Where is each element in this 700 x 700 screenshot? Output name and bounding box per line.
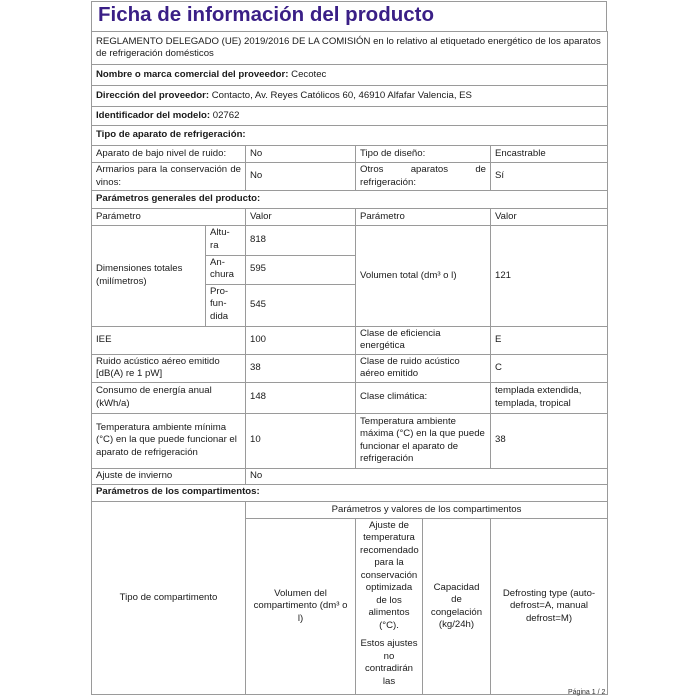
noise-value: 38	[246, 354, 356, 382]
climate-class-value: templada extendida, templada, tropical	[491, 382, 608, 413]
compartments-table	[91, 502, 608, 696]
noise-class-label: Clase de ruido acústico aéreo emitido	[356, 354, 491, 382]
energy-consumption-label: Consumo de energía anual (kWh/a)	[92, 382, 246, 413]
depth-value: 545	[246, 284, 356, 326]
width-label: An- chura	[206, 255, 246, 284]
iee-label: IEE	[92, 326, 246, 354]
appliance-type-heading: Tipo de aparato de refrigeración:	[92, 126, 608, 146]
efficiency-class-label: Clase de eficiencia energética	[356, 326, 491, 354]
min-temperature-label: Temperatura ambiente mínima (°C) en la que puede funcionar el aparato de refrigeración	[92, 413, 246, 468]
temperature-note: Estos ajustes no contradirán las	[360, 638, 418, 687]
page-number: Página 1 / 2	[568, 689, 606, 696]
height-value: 818	[246, 226, 356, 255]
model-row	[92, 107, 608, 126]
address-value: Contacto, Av. Reyes Católicos 60, 46910 Alfafar Valencia, ES	[211, 89, 472, 101]
efficiency-class-value: E	[491, 326, 608, 354]
supplier-value: Cecotec	[291, 68, 327, 80]
product-table	[91, 31, 608, 226]
min-temperature-value: 10	[246, 413, 356, 468]
compartments-heading: Parámetros de los compartimentos:	[92, 484, 608, 501]
column-header-value-2: Valor	[491, 209, 608, 226]
max-temperature-value: 38	[491, 413, 608, 468]
low-noise-value: No	[246, 146, 356, 163]
dimensions-table	[91, 226, 608, 502]
freezing-capacity-label: Capacidad de congelación (kg/24h)	[423, 519, 491, 695]
winter-setting-value: No	[246, 468, 608, 484]
supplier-label: Nombre o marca comercial del proveedor:	[96, 68, 289, 80]
page-title: Ficha de información del producto	[91, 1, 607, 31]
other-appliance-value: Sí	[491, 163, 608, 191]
wine-cabinet-value: No	[246, 163, 356, 191]
regulation-text: REGLAMENTO DELEGADO (UE) 2019/2016 DE LA COMISIÓN en lo relativo al etiquetado energético de los aparatos de refrigeración domésticos	[92, 32, 608, 65]
model-label: Identificador del modelo:	[96, 109, 211, 121]
noise-label: Ruido acústico aéreo emitido [dB(A) re 1 pW]	[92, 354, 246, 382]
address-label: Dirección del proveedor:	[96, 89, 210, 101]
iee-value: 100	[246, 326, 356, 354]
climate-class-label: Clase climática:	[356, 382, 491, 413]
column-header-parameter: Parámetro	[92, 209, 246, 226]
compartment-type-label: Tipo de compartimento	[92, 502, 246, 695]
other-appliance-label: Otros aparatos de refrigeración:	[356, 163, 491, 191]
dimensions-label: Dimensiones totales (milímetros)	[92, 226, 206, 326]
compartment-params-header: Parámetros y valores de los compartimentos	[246, 502, 608, 519]
height-label: Altu- ra	[206, 226, 246, 255]
model-value: 02762	[212, 109, 240, 121]
noise-class-value: C	[491, 354, 608, 382]
winter-setting-label: Ajuste de invierno	[92, 468, 246, 484]
defrosting-type-label: Defrosting type (auto-defrost=A, manual defrost=M)	[491, 519, 608, 695]
total-volume-value: 121	[491, 226, 608, 326]
address-row	[92, 86, 608, 107]
design-type-label: Tipo de diseño:	[356, 146, 491, 163]
total-volume-label: Volumen total (dm³ o l)	[356, 226, 491, 326]
width-value: 595	[246, 255, 356, 284]
low-noise-label: Aparato de bajo nivel de ruido:	[92, 146, 246, 163]
recommended-temperature-cell	[356, 519, 423, 695]
compartment-volume-label: Volumen del compartimento (dm³ o l)	[246, 519, 356, 695]
column-header-value: Valor	[246, 209, 356, 226]
supplier-row	[92, 65, 608, 86]
product-information-sheet	[91, 1, 607, 695]
recommended-temperature-label: Ajuste de temperatura recomendado para la conservación optimizada de los alimentos (°C).	[360, 520, 419, 631]
wine-cabinet-label: Armarios para la conservación de vinos:	[92, 163, 246, 191]
depth-label: Pro- fun- dida	[206, 284, 246, 326]
column-header-parameter-2: Parámetro	[356, 209, 491, 226]
general-parameters-heading: Parámetros generales del producto:	[92, 191, 608, 209]
energy-consumption-value: 148	[246, 382, 356, 413]
max-temperature-label: Temperatura ambiente máxima (°C) en la que puede funcionar el aparato de refrigeración	[356, 413, 491, 468]
design-type-value: Encastrable	[491, 146, 608, 163]
